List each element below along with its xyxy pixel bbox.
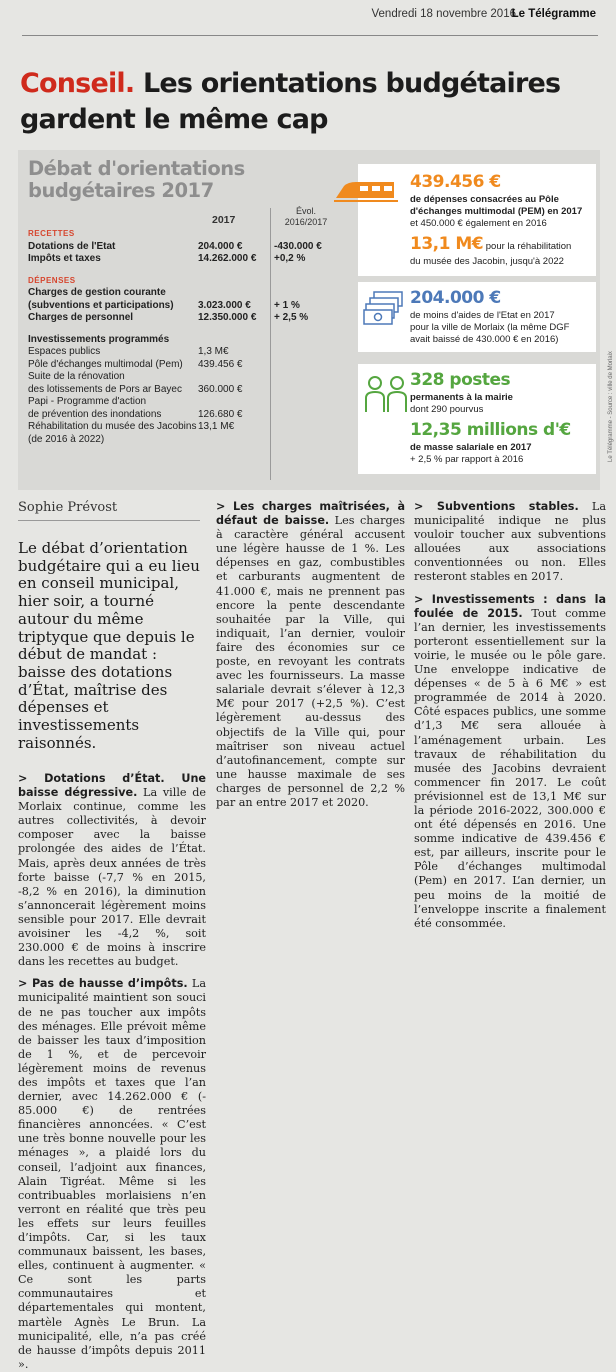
museum-desc-2: du musée des Jacobin, jusqu'à 2022: [410, 256, 564, 267]
payroll-desc-1: de masse salariale en 2017: [410, 442, 532, 453]
dotation-desc-3: avait baissé de 430.000 € en 2016): [410, 334, 559, 345]
table-row: [28, 241, 348, 254]
body-dotations: La ville de Morlaix continue, comme les autres collectivités, à devoir composer avec la baisse prolongée des aides de l’État. Mais, après deux années de très forte baisse (-7,7 % en 2015, -8,2 % en 2016), la diminution s’annoncerait légèrement moins sensible pour 2017. Elle devrait avoisiner les -4,2 %, soit 230.000 € de moins à inscrire dans les recettes au budget.: [18, 786, 207, 969]
row-label: Réhabilitation du musée des Jacobins: [28, 421, 197, 432]
section-label: RECETTES: [28, 229, 75, 238]
banknotes-icon: [362, 290, 406, 328]
row-label: Pôle d'échanges multimodal (Pem): [28, 358, 183, 370]
paragraph-dotations: [18, 772, 206, 969]
museum-line: [410, 234, 571, 254]
row-value: 439.456 €: [198, 358, 243, 370]
section-label: Investissements programmés: [28, 333, 170, 345]
body-impots: La municipalité maintient son souci de ne pas toucher aux impôts des ménages. Elle prévoit même de baisser les taux d’imposition de 1 %, et de percevoir légèrement moins de revenus des impôts et taxes que l’an dernier, avec 14.262.000 € (- 85.000 €) de rentrées financières annoncées. « C’est une très bonne nouvelle pour les ménages », a plaidé lors du conseil, l’adjoint aux finances, Alain Tigréat. Même si les contribuables morlaisiens n’en verront en réalité que très peu les effets sur leurs feuilles d’impôts. Car, si les taux communaux baissent, les bases, elles, continuent à augmenter. « Ce sont les parts communautaires et départementales qui montent, martèle Agnès Le Brun. La municipalité, elle, n’a pas créé de hausse d’impôts depuis 2011 ».: [18, 977, 206, 1371]
header-rule: [22, 35, 598, 36]
infographic-title-line1: Débat d'orientations: [28, 157, 245, 180]
table-row: [28, 409, 348, 422]
invest-section-label: [28, 334, 348, 347]
table-row: [28, 287, 348, 300]
museum-desc-1: pour la réhabilitation: [483, 241, 572, 252]
infographic-title: [28, 158, 245, 202]
people-icon: [362, 374, 410, 414]
headline-text: Les orientations budgétaires gardent le même cap: [20, 68, 561, 135]
pem-amount: 439.456 €: [410, 172, 501, 192]
subhead-charges: > Les charges maîtrisées, à défaut de baisse.: [216, 500, 405, 528]
table-row: [28, 300, 348, 313]
article-column-2: [216, 500, 405, 810]
column-header-evolution: [276, 206, 336, 228]
table-row: [28, 396, 348, 409]
row-value: 13,1 M€: [198, 421, 235, 432]
row-evolution: + 2,5 %: [274, 312, 309, 323]
pem-desc-2: d'échanges multimodal (PEM) en 2017: [410, 206, 583, 217]
train-icon: [334, 178, 398, 204]
row-label: Suite de la rénovation: [28, 371, 125, 382]
article-headline: [20, 66, 605, 138]
row-value: 126.680 €: [198, 408, 243, 420]
row-label: (subventions et participations): [28, 299, 174, 311]
payroll-amount: 12,35 millions d'€: [410, 420, 571, 440]
section-label-depenses: [28, 275, 348, 288]
row-label: Espaces publics: [28, 346, 101, 357]
row-label: (de 2016 à 2022): [28, 433, 105, 445]
table-row: [28, 312, 348, 325]
row-evolution: -430.000 €: [274, 240, 322, 252]
column-header-evolution-line2: 2016/2017: [284, 217, 328, 227]
table-row: [28, 421, 348, 434]
table-row: [28, 359, 348, 372]
row-value: 360.000 €: [198, 383, 243, 395]
row-label: Charges de personnel: [28, 312, 134, 323]
row-value: 3.023.000 €: [198, 299, 251, 311]
subhead-dotations: > Dotations d’État. Une baisse dégressive.: [18, 772, 206, 800]
table-row: [28, 346, 348, 359]
article-column-3: [414, 500, 606, 931]
highlight-box-pem: [358, 164, 596, 276]
row-value: 14.262.000 €: [198, 253, 257, 264]
highlight-box-dotation: [358, 282, 596, 352]
staff-count: 328 postes: [410, 370, 511, 390]
museum-amount: 13,1 M€: [410, 234, 484, 254]
article-lead: Le débat d’orientation budgétaire qui a eu lieu en conseil municipal, hier soir, a tourné autour du même triptyque que depuis le début de mandat : baisse des dotations d’État, maîtrise des dépenses et investissements raisonnés.: [18, 539, 200, 752]
row-label: Charges de gestion courante: [28, 287, 166, 298]
column-header-year: 2017: [212, 214, 236, 226]
highlight-box-staff: [358, 364, 596, 474]
budget-table: [28, 228, 348, 446]
row-label: des lotissements de Pors ar Bayec: [28, 383, 182, 395]
pem-desc-1: de dépenses consacrées au Pôle: [410, 194, 559, 205]
row-label: Papi - Programme d'action: [28, 396, 147, 407]
dotation-desc-1: de moins d'aides de l'Etat en 2017: [410, 310, 555, 321]
payroll-desc-2: + 2,5 % par rapport à 2016: [410, 454, 524, 465]
row-evolution: + 1 %: [274, 299, 300, 311]
table-row: [28, 253, 348, 266]
headline-kicker: Conseil.: [20, 68, 135, 99]
byline-rule: [18, 520, 200, 521]
subhead-subventions: > Subventions stables.: [414, 500, 579, 513]
subhead-investissements: > Investissements : dans la foulée de 2015.: [414, 592, 606, 620]
table-row: [28, 384, 348, 397]
page-header: [0, 8, 616, 28]
paragraph-subventions: [414, 500, 606, 585]
staff-desc-1: permanents à la mairie: [410, 392, 513, 403]
dotation-amount: 204.000 €: [410, 288, 501, 308]
row-label: Impôts et taxes: [28, 253, 101, 264]
body-investissements: Tout comme l’an dernier, les investissements porteront essentiellement sur la voirie, le musée ou le pôle gare. Une enveloppe indicative de dépenses « de 5 à 6 M€ » est programmée de 2014 à 2020. Côté espaces publics, une somme d’1,3 M€ sera allouée à l’aménagement urbain. Les travaux de réhabilitation du musée des Jacobins devraient commencer fin 2017. Le coût prévisionnel est de 13,1 M€ sur la période 2016-2022, 300.000 € ont été dépensés en 2016. Une somme indicative de 439.456 € est, par ailleurs, inscrite pour le Pôle d’échanges multimodal (Pem) en 2017. L’an dernier, un peu moins de la moitié de l’enveloppe inscrite a finalement été consommée.: [414, 606, 606, 930]
row-value: 12.350.000 €: [198, 312, 257, 323]
infographic-credit: Le Télégramme - Source : ville de Morlaix: [608, 351, 614, 462]
column-header-evolution-line1: Évol.: [295, 206, 316, 216]
section-label: DÉPENSES: [28, 275, 76, 285]
paragraph-impots-start: [18, 977, 206, 1372]
paragraph-investissements: [414, 593, 606, 931]
table-row: [28, 371, 348, 384]
body-charges: Les charges à caractère général accusent une légère hausse de 1 %. Les dépenses en gaz, combustibles et carburants augmentent de 41.000 €, mais ne prennent pas encore la pente descendante souhaitée par la Ville, qui indiquait, l’an dernier, vouloir faire des économies sur ce poste, en revoyant les contrats avec les fournisseurs. La masse salariale devrait s’élever à 12,3 M€ pour 2017 (+2,5 %). C’est légèrement au-dessus des objectifs de la Ville qui, pour maîtriser son niveau actuel d’autofinancement, compte sur une hausse maximale de ses charges de personnel de 2,2 % par an entre 2017 et 2020.: [216, 514, 405, 809]
dotation-desc-2: pour la ville de Morlaix (la même DGF: [410, 322, 570, 333]
infographic-title-line2: budgétaires 2017: [28, 179, 214, 202]
row-label: Dotations de l'Etat: [28, 240, 116, 252]
subhead-impots: > Pas de hausse d’impôts.: [18, 977, 188, 991]
row-evolution: +0,2 %: [274, 253, 306, 264]
article-column-1: [18, 772, 207, 1371]
table-row: [28, 434, 348, 447]
section-label-recettes: [28, 228, 348, 241]
row-value: 1,3 M€: [198, 346, 229, 357]
row-label: de prévention des inondations: [28, 408, 162, 420]
row-value: 204.000 €: [198, 240, 243, 252]
issue-date: Vendredi 18 novembre 2016: [371, 8, 516, 20]
byline: Sophie Prévost: [18, 500, 118, 515]
body-subventions: La municipalité indique ne plus vouloir toucher aux subventions allouées aux associations conventionnées ou non. Elles resteront stables en 2017.: [414, 500, 606, 584]
budget-infographic: [18, 150, 600, 490]
pem-desc-3: et 450.000 € également en 2016: [410, 218, 547, 229]
newspaper-name: Le Télégramme: [511, 8, 596, 20]
paragraph-charges: [216, 500, 405, 810]
staff-desc-2: dont 290 pourvus: [410, 404, 484, 415]
